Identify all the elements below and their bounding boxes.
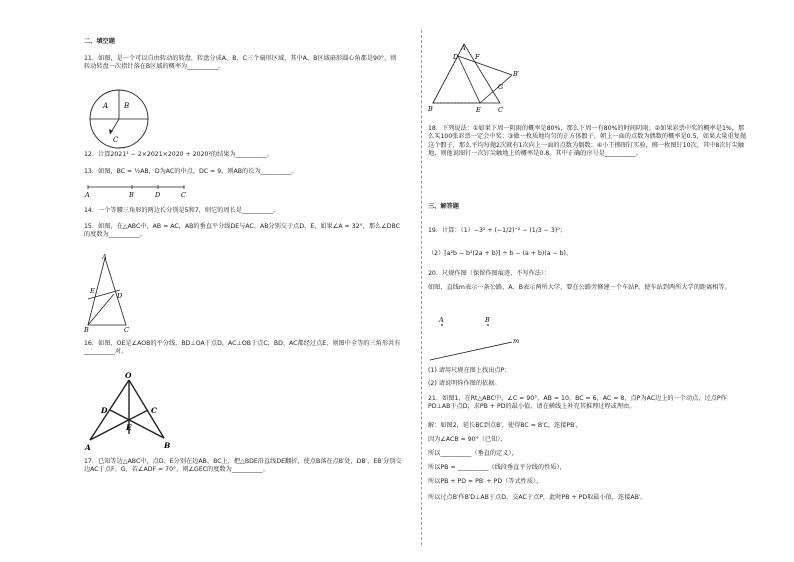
spinner-label-b: B xyxy=(124,102,130,110)
fig16-label-c: C xyxy=(151,406,157,415)
spinner-figure xyxy=(88,88,150,150)
segment-label-c: C xyxy=(181,191,186,199)
question-11: 11．如图，是一个可以自由转动的转盘，转盘分成A、B、C三个扇形区域，其中A、B区域扇形圆心角都是90°，则转动转盘一次指针落在B区域的概率为__________。 xyxy=(84,55,397,71)
tri15-label-a: A xyxy=(102,254,107,261)
segment-label-a: A xyxy=(85,191,90,199)
question-18: 18．下列说法：①如果下周一阴雨的概率是80%，那么下周一有80%的时间阴雨；②如果彩票中奖的概率是1%，那么买100张彩票一定会中奖；③做一枚质地均匀的正方体骰子，朝上一面的点数为偶数的概率是0.5，如果大量重复抛这个骰子，那么平均每抛2次就有1次向上一面的点数为偶数；④小王掷图钉实验，掷一枚图钉10次，其中8次钉尖触地，则他说图钉一次钉尖触地上的概率是0.8。其中正确的序号是__________。 xyxy=(428,125,747,158)
segment-label-d: D xyxy=(155,191,161,199)
fold-triangle-figure xyxy=(428,42,528,114)
question-20-part-1: (1) 请用尺规在图上找出点P； xyxy=(428,367,511,374)
fig16-label-e: E xyxy=(126,423,132,432)
question-19-part-1: 19．计算：（1）−3² + (−1/2)⁻² − (1/3 − 3)⁰； xyxy=(428,227,566,234)
question-21-step-1: 解：如图2，延长BC到点B′，使得BC = B′C，连接PB′， xyxy=(428,422,582,429)
question-13: 13．如图，BC = ½AB，D为AC的中点，DC = 9，则AB的长为__________。 xyxy=(84,168,298,175)
section-heading-answer: 三、解答题 xyxy=(428,203,459,210)
tri15-label-e: E xyxy=(90,287,95,295)
angle-bisector-figure xyxy=(84,372,176,454)
question-21-step-3: 所以__________（垂直的定义）， xyxy=(428,450,518,457)
question-16: 16．如图，OE是∠AOB的平分线，BD⊥OA于点D，AC⊥OB于点C，BD、AC都经过点E，则图中全等的三角形共有__________对。 xyxy=(84,340,401,356)
segment-label-b: B xyxy=(129,191,134,199)
question-14: 14．一个等腰三角形的两边长分别是5和7，则它的周长是__________。 xyxy=(84,207,280,214)
fig16-label-a: A xyxy=(85,443,91,452)
road-universities-figure xyxy=(428,315,528,365)
section-heading-fill-blank: 二、填空题 xyxy=(84,38,115,45)
fig16-label-d: D xyxy=(101,406,108,415)
fig20-label-a: A xyxy=(439,316,444,324)
question-21-step-4: 所以PB = __________（线段垂直平分线的性质）， xyxy=(428,464,566,471)
fig17-label-c: C xyxy=(498,106,503,114)
question-20-body: 如图，直线m表示一条公路，A、B表示两所大学，要在公路旁修建一个车站P，使车站到两所大学的距离相等。 xyxy=(428,284,731,291)
fig17-label-a: A xyxy=(461,44,466,52)
fig16-label-o: O xyxy=(125,372,132,380)
fig20-label-b: B xyxy=(485,316,490,324)
question-19-part-2: （2）[a²b − b²(2a + b)] ÷ b − (a + b)(a − b)。 xyxy=(428,250,573,257)
segment-figure xyxy=(84,180,189,200)
question-12: 12．计算2021² − 2×2021×2020 + 2020²的结果为__________。 xyxy=(84,151,273,158)
fig17-label-g: G xyxy=(498,83,504,91)
column-divider xyxy=(421,30,422,545)
question-20-title: 20．尺规作图（保留作图痕迹，不写作法）： xyxy=(428,270,551,277)
spinner-label-c: C xyxy=(113,136,119,144)
fig17-label-f: F xyxy=(475,53,480,61)
question-21: 21．如图1，在Rt△ABC中，∠C = 90°，AB = 10，BC = 6，AC = 8，点P为AC边上的一个动点，过点P作PD⊥AB于点D，求PB + PD的最小值，请在横线上补充其推理过程或理由。 xyxy=(428,395,727,411)
fig17-label-e: E xyxy=(476,106,481,114)
fig17-label-d: D xyxy=(453,53,459,61)
question-15: 15．如图，在△ABC中，AB = AC，AB的垂直平分线DE与AC、AB分别交于点D、E，如果∠A = 32°，那么∠DBC的度数为__________。 xyxy=(84,223,400,239)
fig17-label-bprime: B′ xyxy=(513,70,520,78)
tri15-label-b: B xyxy=(84,326,89,334)
fig17-label-b: B xyxy=(428,105,433,113)
question-20-part-2: (2) 请说明你作图的依据。 xyxy=(428,380,501,387)
tri15-label-c: C xyxy=(124,326,129,334)
question-17: 17．已知等边△ABC中，点D、E分别在边AB、BC上，把△BDE沿直线DE翻折，使点B落在点B′处，DB′、EB′分别交边AC于点F、G，若∠ADF = 70°，则∠GEC的度数为__________。 xyxy=(84,458,402,474)
question-21-step-5: 所以PB + PD = PB′ + PD（等式性质）， xyxy=(428,478,543,485)
fig20-label-m: m xyxy=(513,337,520,345)
spinner-label-a: A xyxy=(103,102,109,110)
fig16-label-b: B xyxy=(164,441,171,450)
question-21-step-2: 因为∠ACB = 90°（已知）， xyxy=(428,436,507,443)
question-21-step-6: 所以过点B′作B′D⊥AB于点D，交AC于点P，此时PB + PD取最小值，连接AB′。 xyxy=(428,494,647,501)
triangle-perpendicular-bisector-figure xyxy=(84,254,144,334)
tri15-label-d: D xyxy=(117,292,123,300)
